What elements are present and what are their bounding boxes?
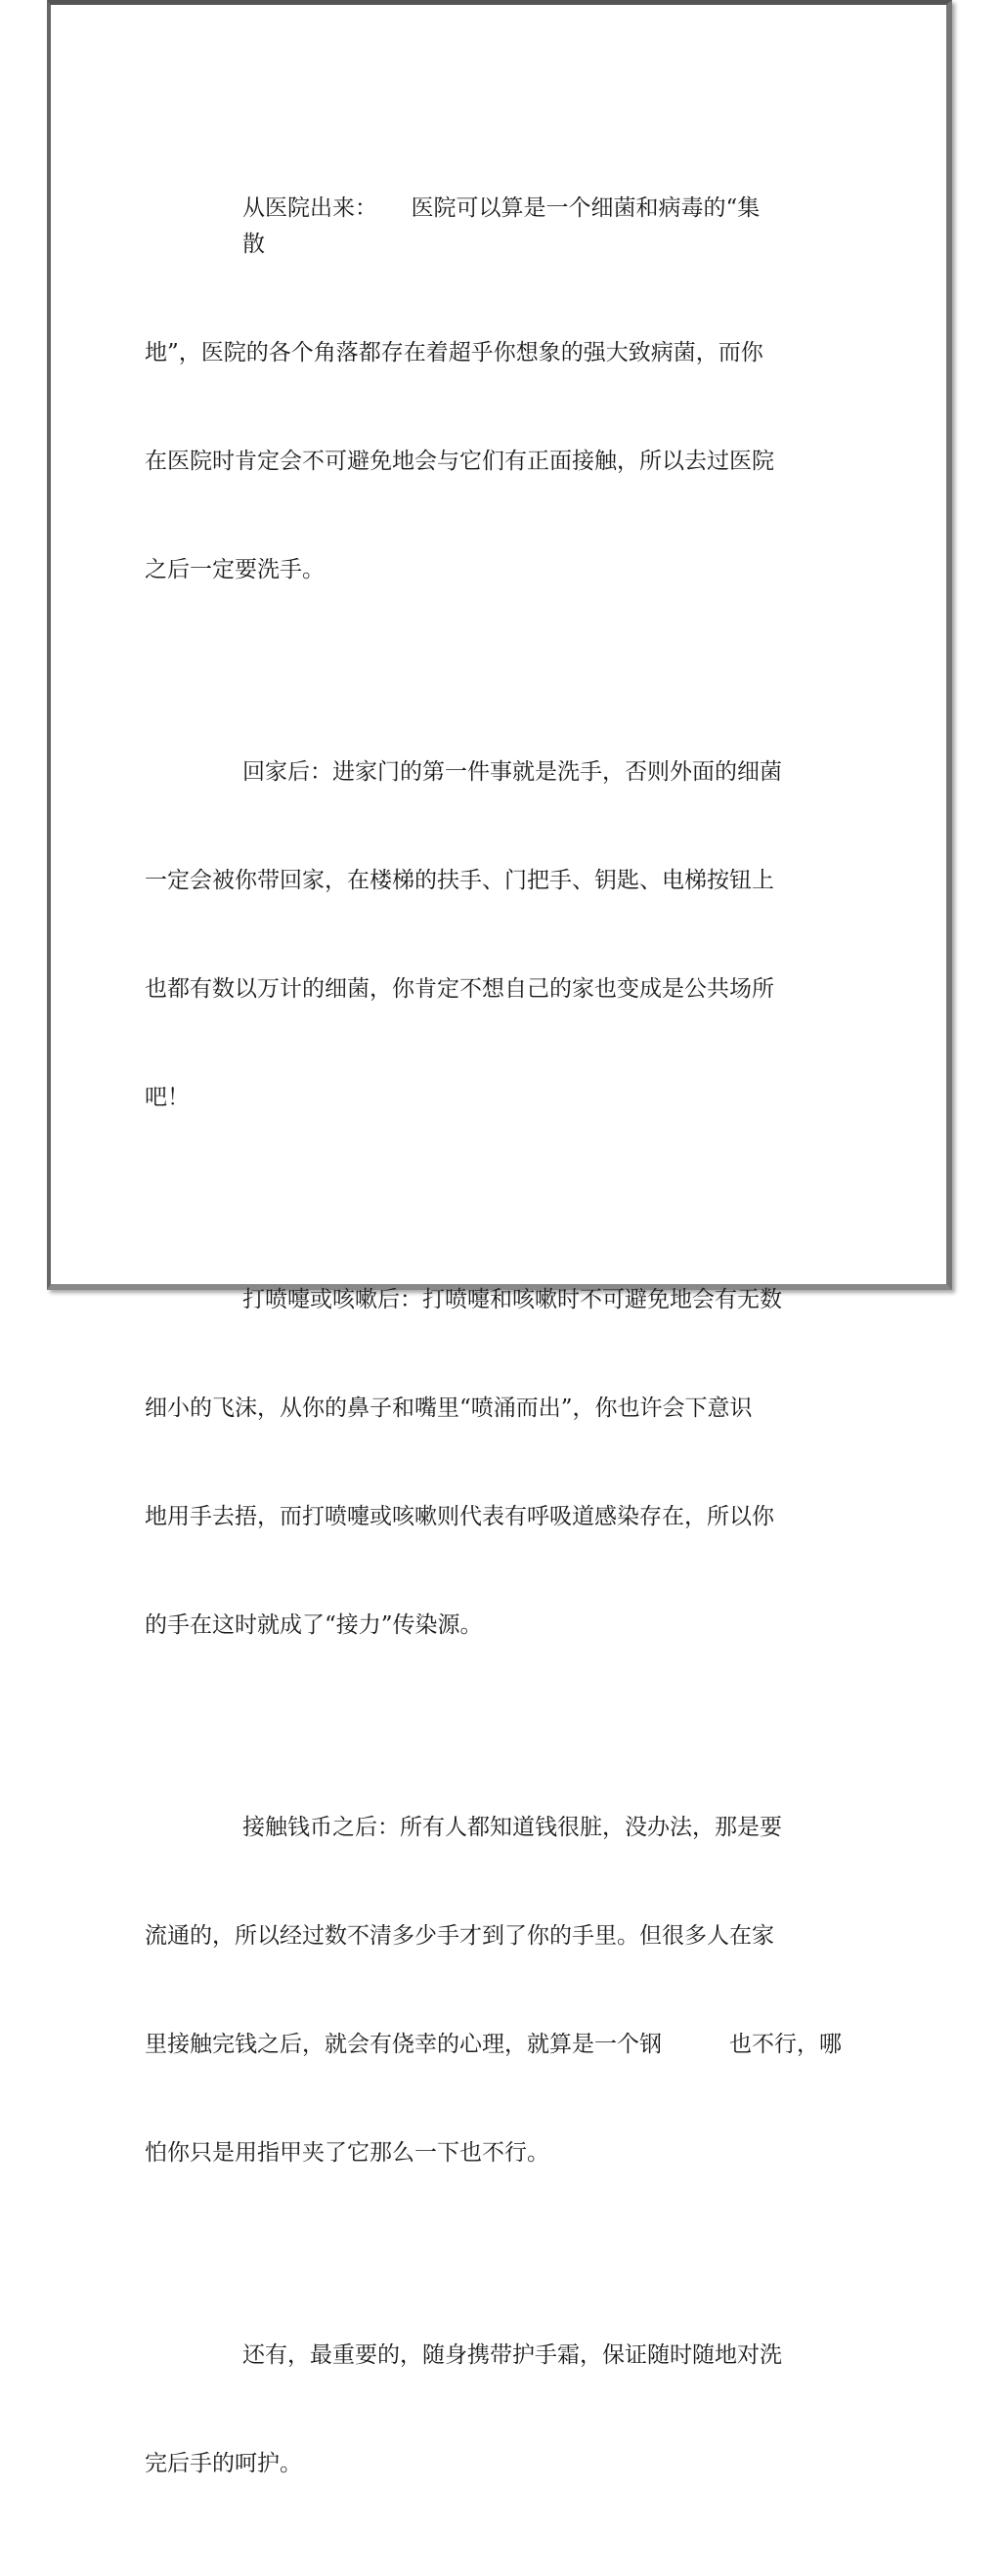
- text-line: 一定会被你带回家，在楼梯的扶手、门把手、钥匙、电梯按钮上: [145, 868, 774, 893]
- text-line: 还有，最重要的，随身携带护手霜，保证随时随地对洗: [242, 2342, 782, 2368]
- text-line: 在医院时肯定会不可避免地会与它们有正面接触，所以去过医院: [145, 449, 774, 474]
- paragraph-handcream: [145, 2265, 782, 2555]
- paragraph-money: [145, 1738, 842, 2244]
- text-line: 的手在这时就成了“接力”传染源。: [145, 1612, 483, 1638]
- paragraph-home: [145, 682, 782, 1188]
- text-line: 之后一定要洗手。: [145, 557, 325, 582]
- text-line: 从医院出来： 医院可以算是一个细菌和病毒的“集散: [242, 195, 761, 257]
- text-line: 接触钱币之后：所有人都知道钱很脏，没办法，那是要: [242, 1815, 782, 1840]
- paragraph-hospital: [145, 118, 782, 661]
- text-line: 打喷嚏或咳嗽后：打喷嚏和咳嗽时不可避免地会有无数: [242, 1287, 782, 1312]
- text-line: 完后手的呵护。: [145, 2451, 302, 2476]
- text-line: 吧！: [145, 1085, 190, 1110]
- text-line: 地用手去捂，而打喷嚏或咳嗽则代表有呼吸道感染存在，所以你: [145, 1504, 774, 1529]
- text-line: 也都有数以万计的细菌，你肯定不想自己的家也变成是公共场所: [145, 976, 774, 1002]
- text-line: 里接触完钱之后，就会有侥幸的心理，就算是一个钢 也不行，哪: [145, 2032, 842, 2057]
- paragraph-sneeze: [145, 1210, 782, 1716]
- text-line: 怕你只是用指甲夹了它那么一下也不行。: [145, 2140, 549, 2166]
- document-body: [145, 118, 849, 2576]
- text-line: 回家后：进家门的第一件事就是洗手，否则外面的细菌: [242, 759, 782, 785]
- text-line: 流通的，所以经过数不清多少手才到了你的手里。但很多人在家: [145, 1923, 774, 1949]
- text-line: 细小的飞沫，从你的鼻子和嘴里“喷涌而出”，你也许会下意识: [145, 1395, 753, 1421]
- text-line: 地”，医院的各个角落都存在着超乎你想象的强大致病菌，而你: [145, 340, 763, 365]
